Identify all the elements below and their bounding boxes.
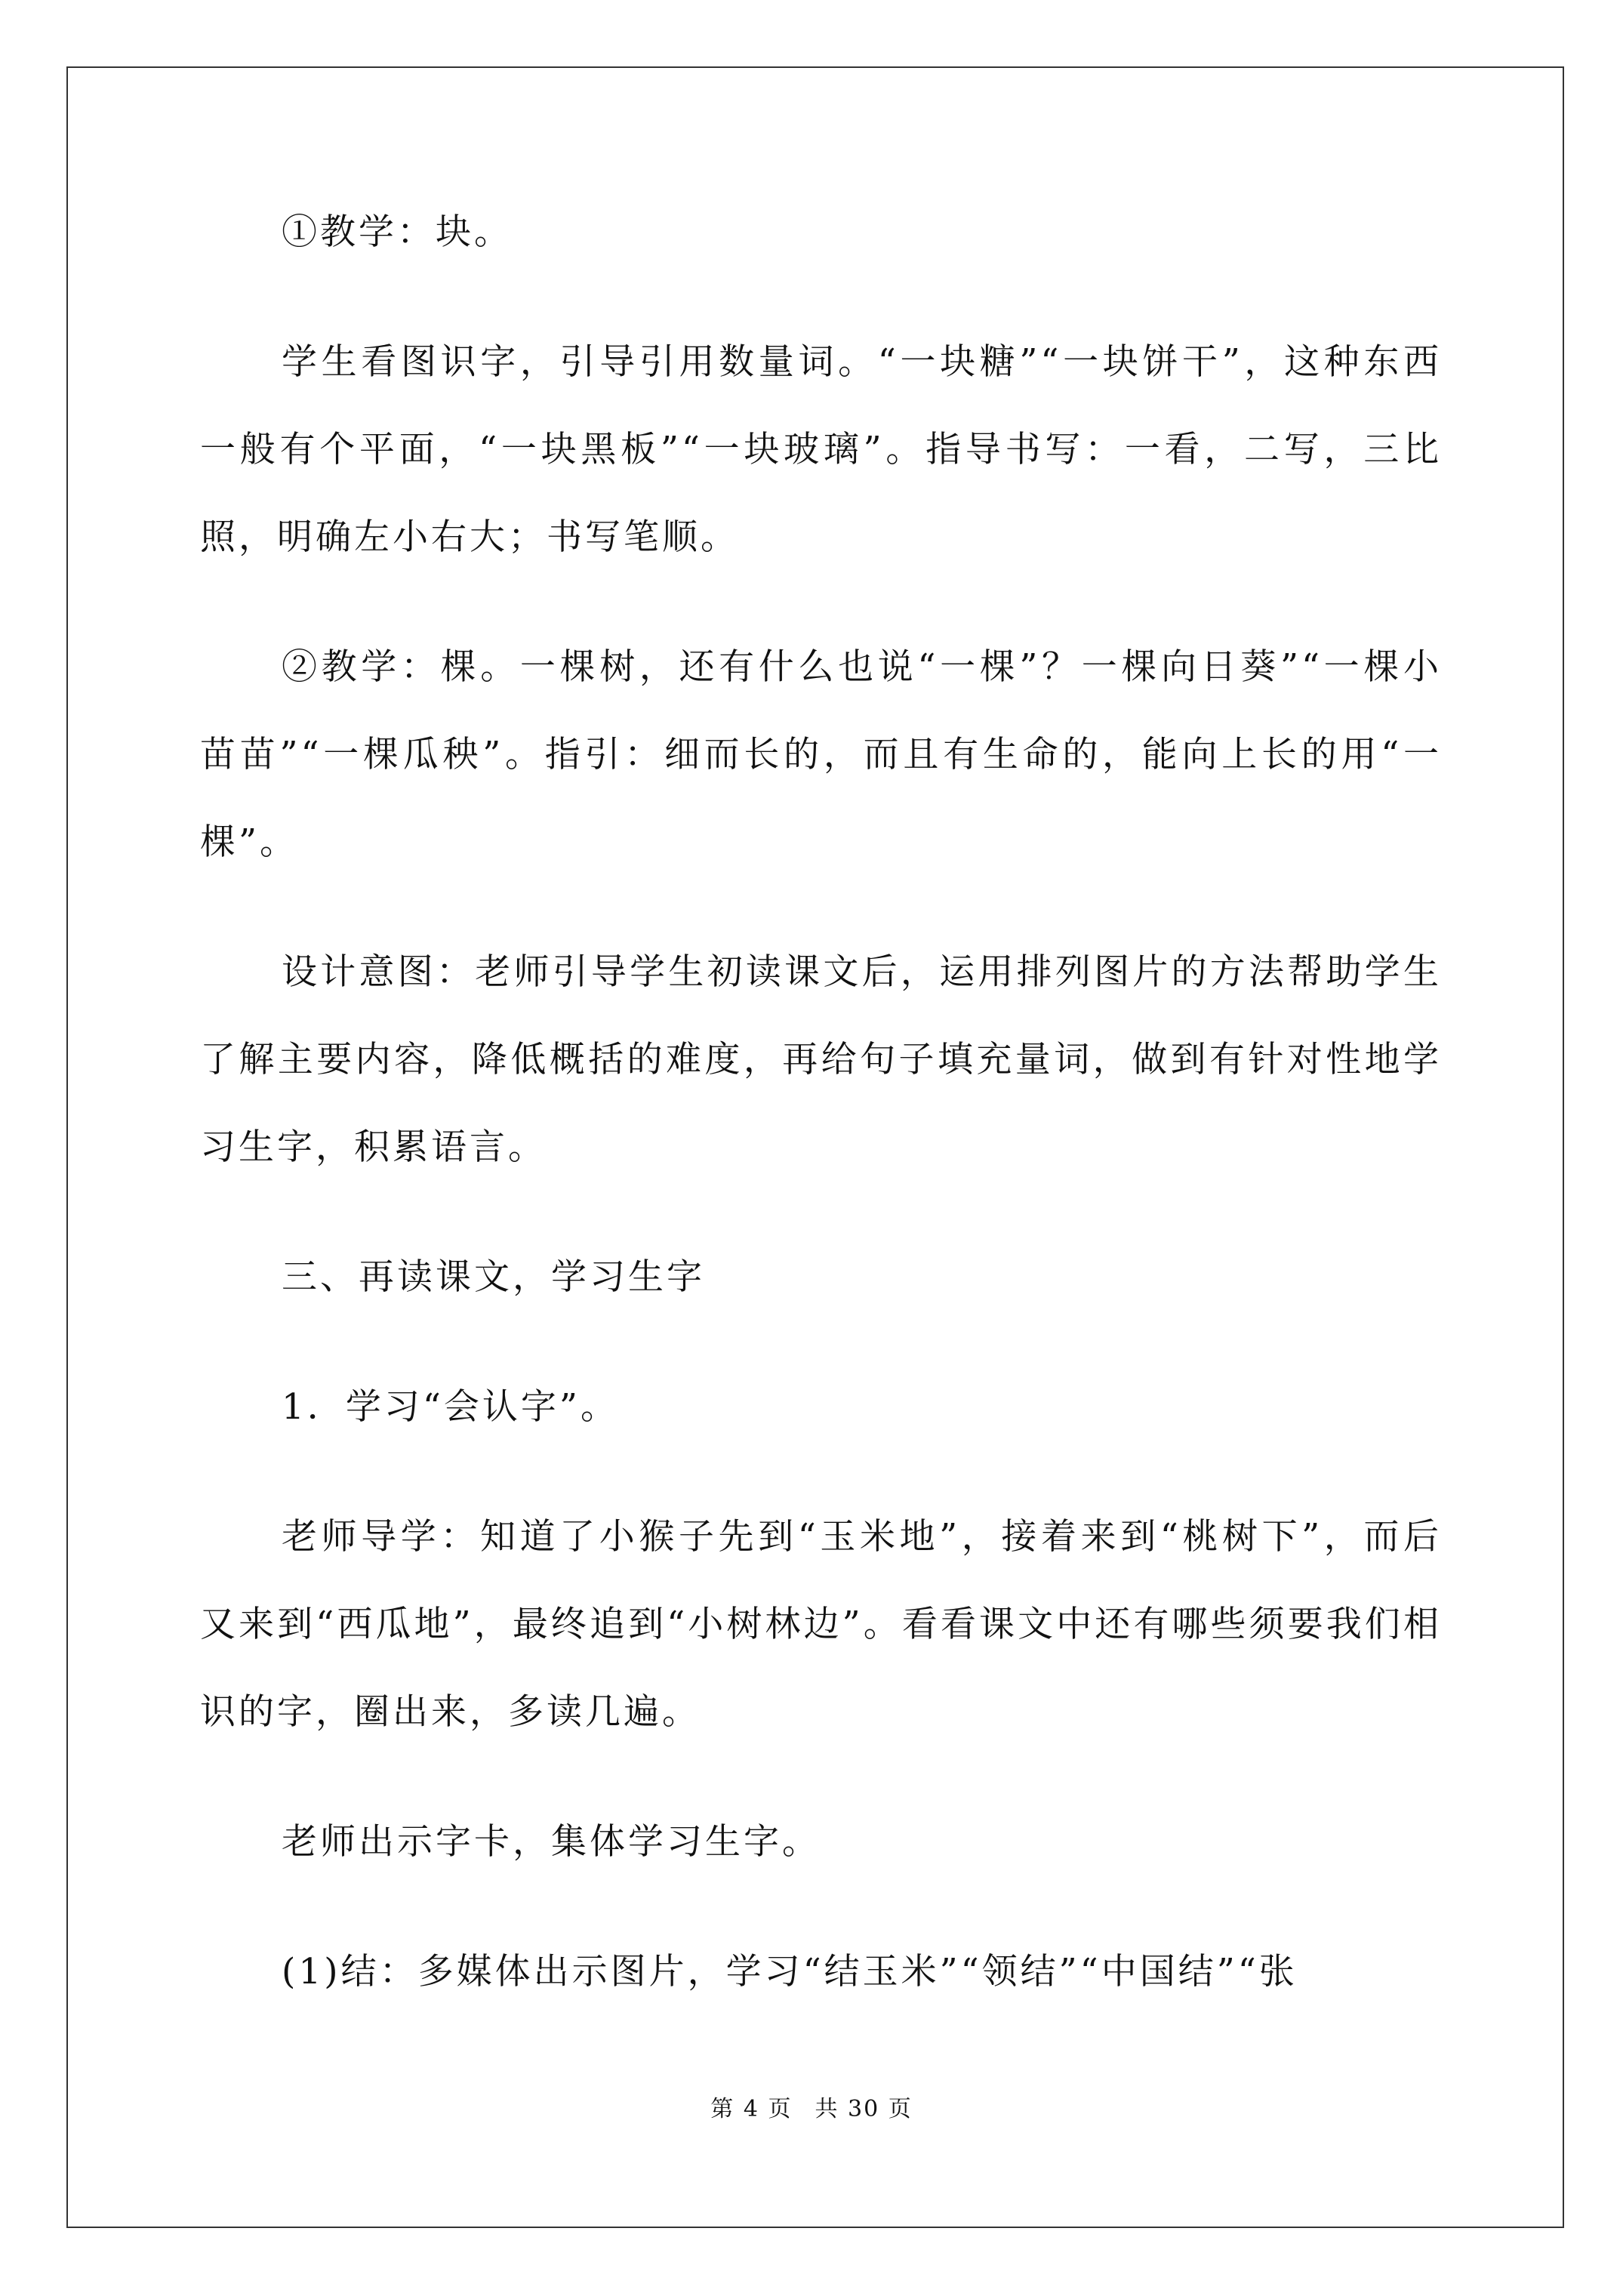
page-footer — [0, 2094, 1623, 2125]
document-body — [200, 189, 1442, 2058]
paragraph-design-intent: 设计意图：老师引导学生初读课文后，运用排列图片的方法帮助学生了解主要内容，降低概括的难度，再给句子填充量词，做到有针对性地学习生字，积累语言。 — [200, 951, 1442, 1168]
paragraph-teach-ke: ②教学：棵。一棵树，还有什么也说“一棵”？一棵向日葵”“一棵小苗苗”“一棵瓜秧”。指引：细而长的，而且有生命的，能向上长的用“一棵”。 — [200, 646, 1442, 863]
page-total: 共 30 页 — [815, 2096, 913, 2122]
paragraph-teacher-guide: 老师导学：知道了小猴子先到“玉米地”，接着来到“桃树下”，而后又来到“西瓜地”，最终追到“小树林边”。看看课文中还有哪些须要我们相识的字，圈出来，多读几遍。 — [200, 1516, 1442, 1733]
paragraph-jie-multimedia: (1)结：多媒体出示图片，学习“结玉米”“领结”“中国结”“张 — [282, 1951, 1298, 1992]
list-item-learn-recognize: 1．学习“会认字”。 — [282, 1386, 619, 1428]
paragraph-word-cards: 老师出示字卡，集体学习生字。 — [282, 1821, 821, 1863]
section-heading-reread: 三、再读课文，学习生字 — [282, 1256, 705, 1298]
paragraph-teach-kuai: ①教学：块。 — [282, 211, 513, 253]
paragraph-kuai-explanation: 学生看图识字，引导引用数量词。“一块糖”“一块饼干”，这种东西一般有个平面，“一块黑板”“一块玻璃”。指导书写：一看，二写，三比照，明确左小右大；书写笔顺。 — [200, 341, 1442, 558]
page-number: 第 4 页 — [710, 2096, 793, 2122]
